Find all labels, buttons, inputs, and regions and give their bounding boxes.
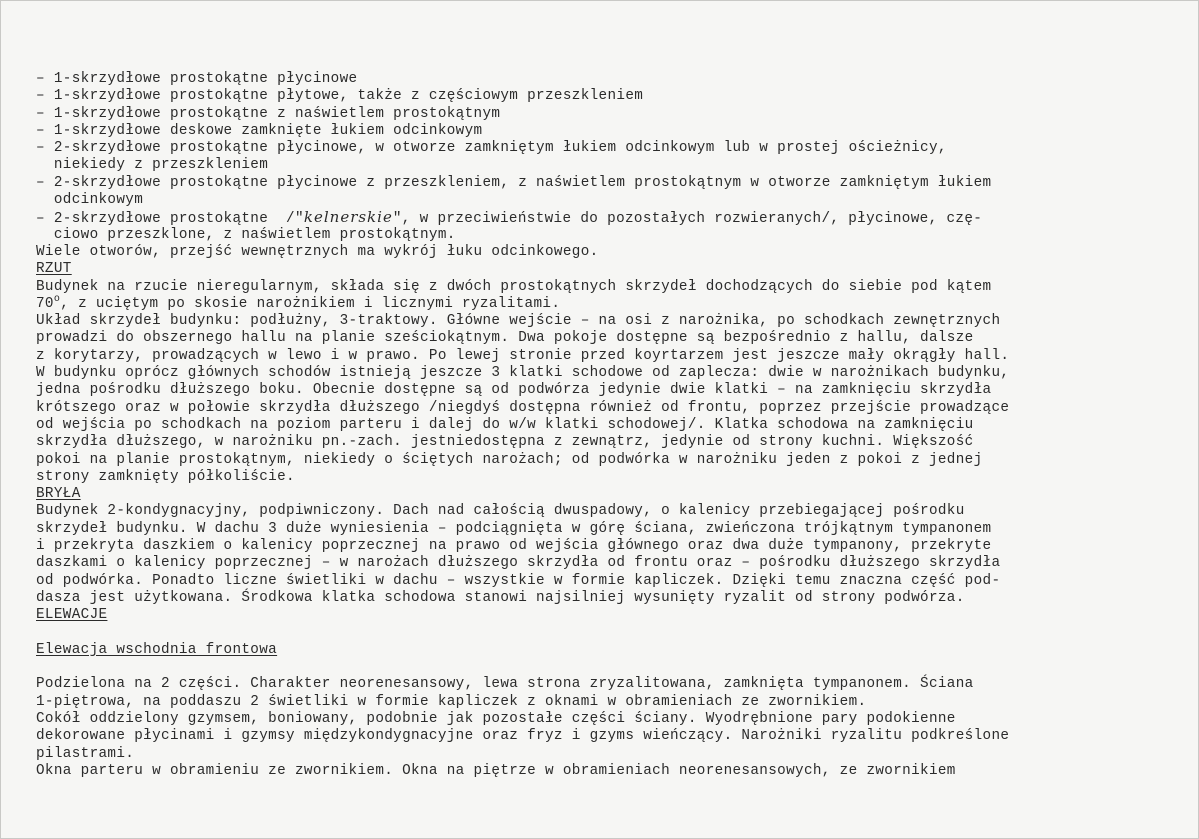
text-line	[36, 763, 1166, 780]
text-line	[36, 590, 1166, 607]
text-line	[36, 157, 1166, 174]
text-line-content: Okna parteru w obramieniu ze zwornikiem. Okna na piętrze w obramieniach neorenesansowych, ze zwornikiem	[36, 762, 956, 779]
text-line-content: skrzydła dłuższego, w narożniku pn.-zach. jestniedostępna z zewnątrz, jedynie od strony kuchni. Większość	[36, 434, 974, 451]
text-line-content: pilastrami.	[36, 745, 135, 762]
text-line	[36, 694, 1166, 711]
text-line	[36, 434, 1166, 451]
text-line	[36, 123, 1166, 140]
section-heading-text: ELEWACJE	[36, 607, 108, 624]
text-line	[36, 746, 1166, 763]
text-line-content: – 1-skrzydłowe prostokątne płytowe, także z częściowym przeszkleniem	[36, 88, 644, 105]
text-line	[36, 88, 1166, 105]
text-line-content: – 2-skrzydłowe prostokątne płycinowe z przeszkleniem, z naświetlem prostokątnym w otworze zamkniętym łukiem	[36, 174, 992, 191]
text-line-content: Wiele otworów, przejść wewnętrznych ma wykrój łuku odcinkowego.	[36, 243, 599, 260]
text-line-content: – 1-skrzydłowe prostokątne płycinowe	[36, 71, 358, 87]
text-line-content: jedna pośrodku dłuższego boku. Obecnie dostępne są od podwórza jedynie dwie klatki – na zamknięciu skrzydła	[36, 382, 992, 399]
text-line-content: 1-piętrowa, na poddaszu 2 świetliki w formie kapliczek z oknami w obramieniach ze zwornikiem.	[36, 693, 867, 710]
text-line	[36, 625, 1166, 642]
text-line	[36, 659, 1166, 676]
text-line	[36, 279, 1166, 296]
text-line	[36, 106, 1166, 123]
text-line	[36, 209, 1166, 226]
text-line-content: od wejścia po schodkach na poziom parteru i dalej do w/w klatki schodowej/. Klatka schodowa na zamknięciu	[36, 416, 974, 433]
section-heading-text: Elewacja wschodnia frontowa	[36, 641, 278, 658]
text-line	[36, 227, 1166, 244]
text-line	[36, 676, 1166, 693]
text-line-content: W budynku oprócz głównych schodów istnieją jeszcze 3 klatki schodowe od zaplecza: dwie w narożnikach budynku,	[36, 365, 1010, 382]
text-line	[36, 728, 1166, 745]
text-line-content: Budynek na rzucie nieregularnym, składa się z dwóch prostokątnych skrzydeł dochodzących do siebie pod kątem	[36, 278, 992, 295]
text-line-content: odcinkowym	[36, 192, 144, 209]
text-line-content: – 1-skrzydłowe deskowe zamknięte łukiem odcinkowym	[36, 122, 483, 139]
text-line-content: krótszego oraz w połowie skrzydła dłuższego /niegdyś dostępna również od frontu, poprzez przejście prowadzące	[36, 399, 1010, 416]
text-line-start: – 2-skrzydłowe prostokątne /"	[36, 211, 304, 228]
text-line-content: z korytarzy, prowadzących w lewo i w prawo. Po lewej stronie przed koyrtarzem jest jeszcze mały okrągły hall.	[36, 347, 1010, 364]
text-line-content: Podzielona na 2 części. Charakter neorenesansowy, lewa strona zryzalitowana, zamknięta tympanonem. Ściana	[36, 676, 974, 693]
text-line	[36, 503, 1166, 520]
text-line	[36, 313, 1166, 330]
text-line-content: prowadzi do obszernego hallu na planie sześciokątnym. Dwa pokoje dostępne są bezpośrednio z hallu, dalsze	[36, 330, 974, 347]
text-line-content: – 2-skrzydłowe prostokątne płycinowe, w otworze zamkniętym łukiem odcinkowym lub w prostej ościeżnicy,	[36, 140, 947, 157]
text-line-content: dasza jest użytkowana. Środkowa klatka schodowa stanowi najsilniej wysunięty ryzalit od strony podwórza.	[36, 589, 965, 606]
text-line	[36, 382, 1166, 399]
text-line	[36, 293, 1166, 313]
text-line-content: daszkami o kalenicy poprzecznej – w narożach dłuższego skrzydła od frontu oraz – pośrodku dłuższego skrzydła	[36, 555, 1001, 572]
text-line	[36, 400, 1166, 417]
text-line	[36, 452, 1166, 469]
text-line	[36, 244, 1166, 261]
text-line-end: ", w przeciwieństwie do pozostałych rozwieranych/, płycinowe, czę-	[392, 211, 983, 228]
section-heading-text: RZUT	[36, 261, 72, 278]
text-line	[36, 417, 1166, 434]
degree-superscript: o	[53, 293, 61, 305]
text-line	[36, 711, 1166, 728]
typewritten-text	[36, 71, 1166, 780]
text-line-content: Cokół oddzielony gzymsem, boniowany, podobnie jak pozostałe części ściany. Wyodrębnione pary podokienne	[36, 710, 956, 727]
text-line-content: i przekryta daszkiem o kalenicy poprzecznej na prawo od wejścia głównego oraz dwa duże tympanony, przekryte	[36, 538, 992, 555]
section-heading	[36, 486, 1166, 503]
text-line-content: niekiedy z przeszkleniem	[36, 157, 269, 174]
section-heading	[36, 261, 1166, 278]
section-heading	[36, 607, 1166, 624]
text-line	[36, 469, 1166, 486]
handwritten-insert: kelnerskie	[303, 208, 393, 227]
text-line-content: strony zamknięty półkoliście.	[36, 468, 295, 485]
text-line-content: od podwórka. Ponadto liczne świetliki w dachu – wszystkie w formie kapliczek. Dzięki temu znaczna część pod-	[36, 572, 1001, 589]
text-line	[36, 365, 1166, 382]
text-line	[36, 555, 1166, 572]
text-line	[36, 330, 1166, 347]
text-line	[36, 348, 1166, 365]
text-line-end: , z uciętym po skosie narożnikiem i licznymi ryzalitami.	[60, 295, 561, 312]
text-line-content: 70	[36, 295, 54, 312]
text-line-content: dekorowane płycinami i gzymsy międzykondygnacyjne oraz fryz i gzyms wieńczący. Narożniki ryzalitu podkreślone	[36, 728, 1010, 745]
text-line	[36, 538, 1166, 555]
section-heading-text: BRYŁA	[36, 486, 81, 503]
text-line-content: skrzydeł budynku. W dachu 3 duże wyniesienia – podciągnięta w górę ściana, zwieńczona trójkątnym tympanonem	[36, 520, 992, 537]
text-line-content: Budynek 2-kondygnacyjny, podpiwniczony. Dach nad całością dwuspadowy, o kalenicy przebiegającej pośrodku	[36, 503, 965, 520]
text-line	[36, 140, 1166, 157]
text-line	[36, 192, 1166, 209]
text-line	[36, 175, 1166, 192]
text-line-content: Układ skrzydeł budynku: podłużny, 3-traktowy. Główne wejście – na osi z narożnika, po schodkach zewnętrznych	[36, 313, 1001, 330]
text-line-content: ciowo przeszklone, z naświetlem prostokątnym.	[36, 226, 456, 243]
text-line-content: pokoi na planie prostokątnym, niekiedy o ściętych narożach; od podwórka w narożniku jeden z pokoi z jednej	[36, 451, 983, 468]
text-line	[36, 521, 1166, 538]
text-line-content: – 1-skrzydłowe prostokątne z naświetlem prostokątnym	[36, 105, 501, 122]
text-line	[36, 573, 1166, 590]
section-heading	[36, 642, 1166, 659]
text-line	[36, 71, 1166, 88]
